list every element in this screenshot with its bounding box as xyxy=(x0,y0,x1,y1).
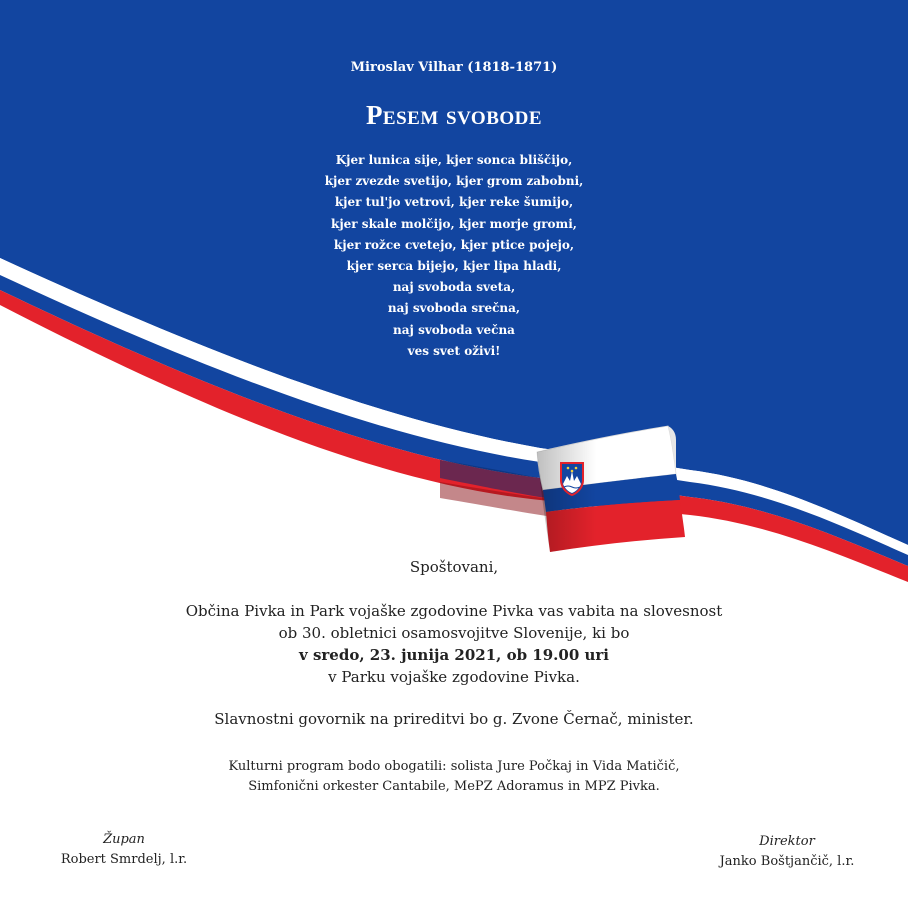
poem-line: kjer serca bijejo, kjer lipa hladi, xyxy=(346,259,562,274)
event-location: v Parku vojaške zgodovine Pivka. xyxy=(328,668,580,686)
poem-line: Kjer lunica sije, kjer sonca bliščijo, xyxy=(335,153,573,167)
speaker-line: Slavnostni govornik na prireditvi bo g. Zvone Černač, minister. xyxy=(214,710,694,728)
poem-line: naj svoboda sveta, xyxy=(392,280,516,295)
signature-name: Janko Boštjančič, l.r. xyxy=(719,854,855,869)
program-line: Simfonični orkester Cantabile, MePZ Adoramus in MPZ Pivka. xyxy=(248,779,660,794)
poem-line: naj svoboda večna xyxy=(393,322,515,337)
poem-title: Pesem svobode xyxy=(365,100,543,130)
signature-name: Robert Smrdelj, l.r. xyxy=(60,852,188,867)
greeting: Spoštovani, xyxy=(409,558,499,576)
invitation-line: Občina Pivka in Park vojaške zgodovine Pivka vas vabita na slovesnost xyxy=(185,602,723,620)
signature-mayor xyxy=(50,830,198,870)
signature-role: Župan xyxy=(103,832,145,847)
poem-line: ves svet oživi! xyxy=(407,343,501,358)
poem-line: kjer skale molčijo, kjer morje gromi, xyxy=(331,216,577,231)
event-date: v sredo, 23. junija 2021, ob 19.00 uri xyxy=(299,646,609,664)
program-line: Kulturni program bodo obogatili: solista Jure Počkaj in Vida Matičič, xyxy=(228,759,680,774)
poem-line: kjer zvezde svetijo, kjer grom zabobni, xyxy=(324,174,584,189)
poem-line: naj svoboda srečna, xyxy=(387,301,521,316)
poem-author: Miroslav Vilhar (1818-1871) xyxy=(350,60,558,75)
cultural-program xyxy=(0,757,908,797)
poem-line: kjer rožce cvetejo, kjer ptice pojejo, xyxy=(333,237,575,252)
invitation-paragraph xyxy=(0,600,908,688)
poem-text xyxy=(0,150,908,362)
signature-role: Direktor xyxy=(759,834,815,849)
invitation-line: ob 30. obletnici osamosvojitve Slovenije, ki bo xyxy=(278,624,630,642)
signature-director xyxy=(712,832,862,872)
poem-line: kjer tul'jo vetrovi, kjer reke šumijo, xyxy=(334,195,574,210)
